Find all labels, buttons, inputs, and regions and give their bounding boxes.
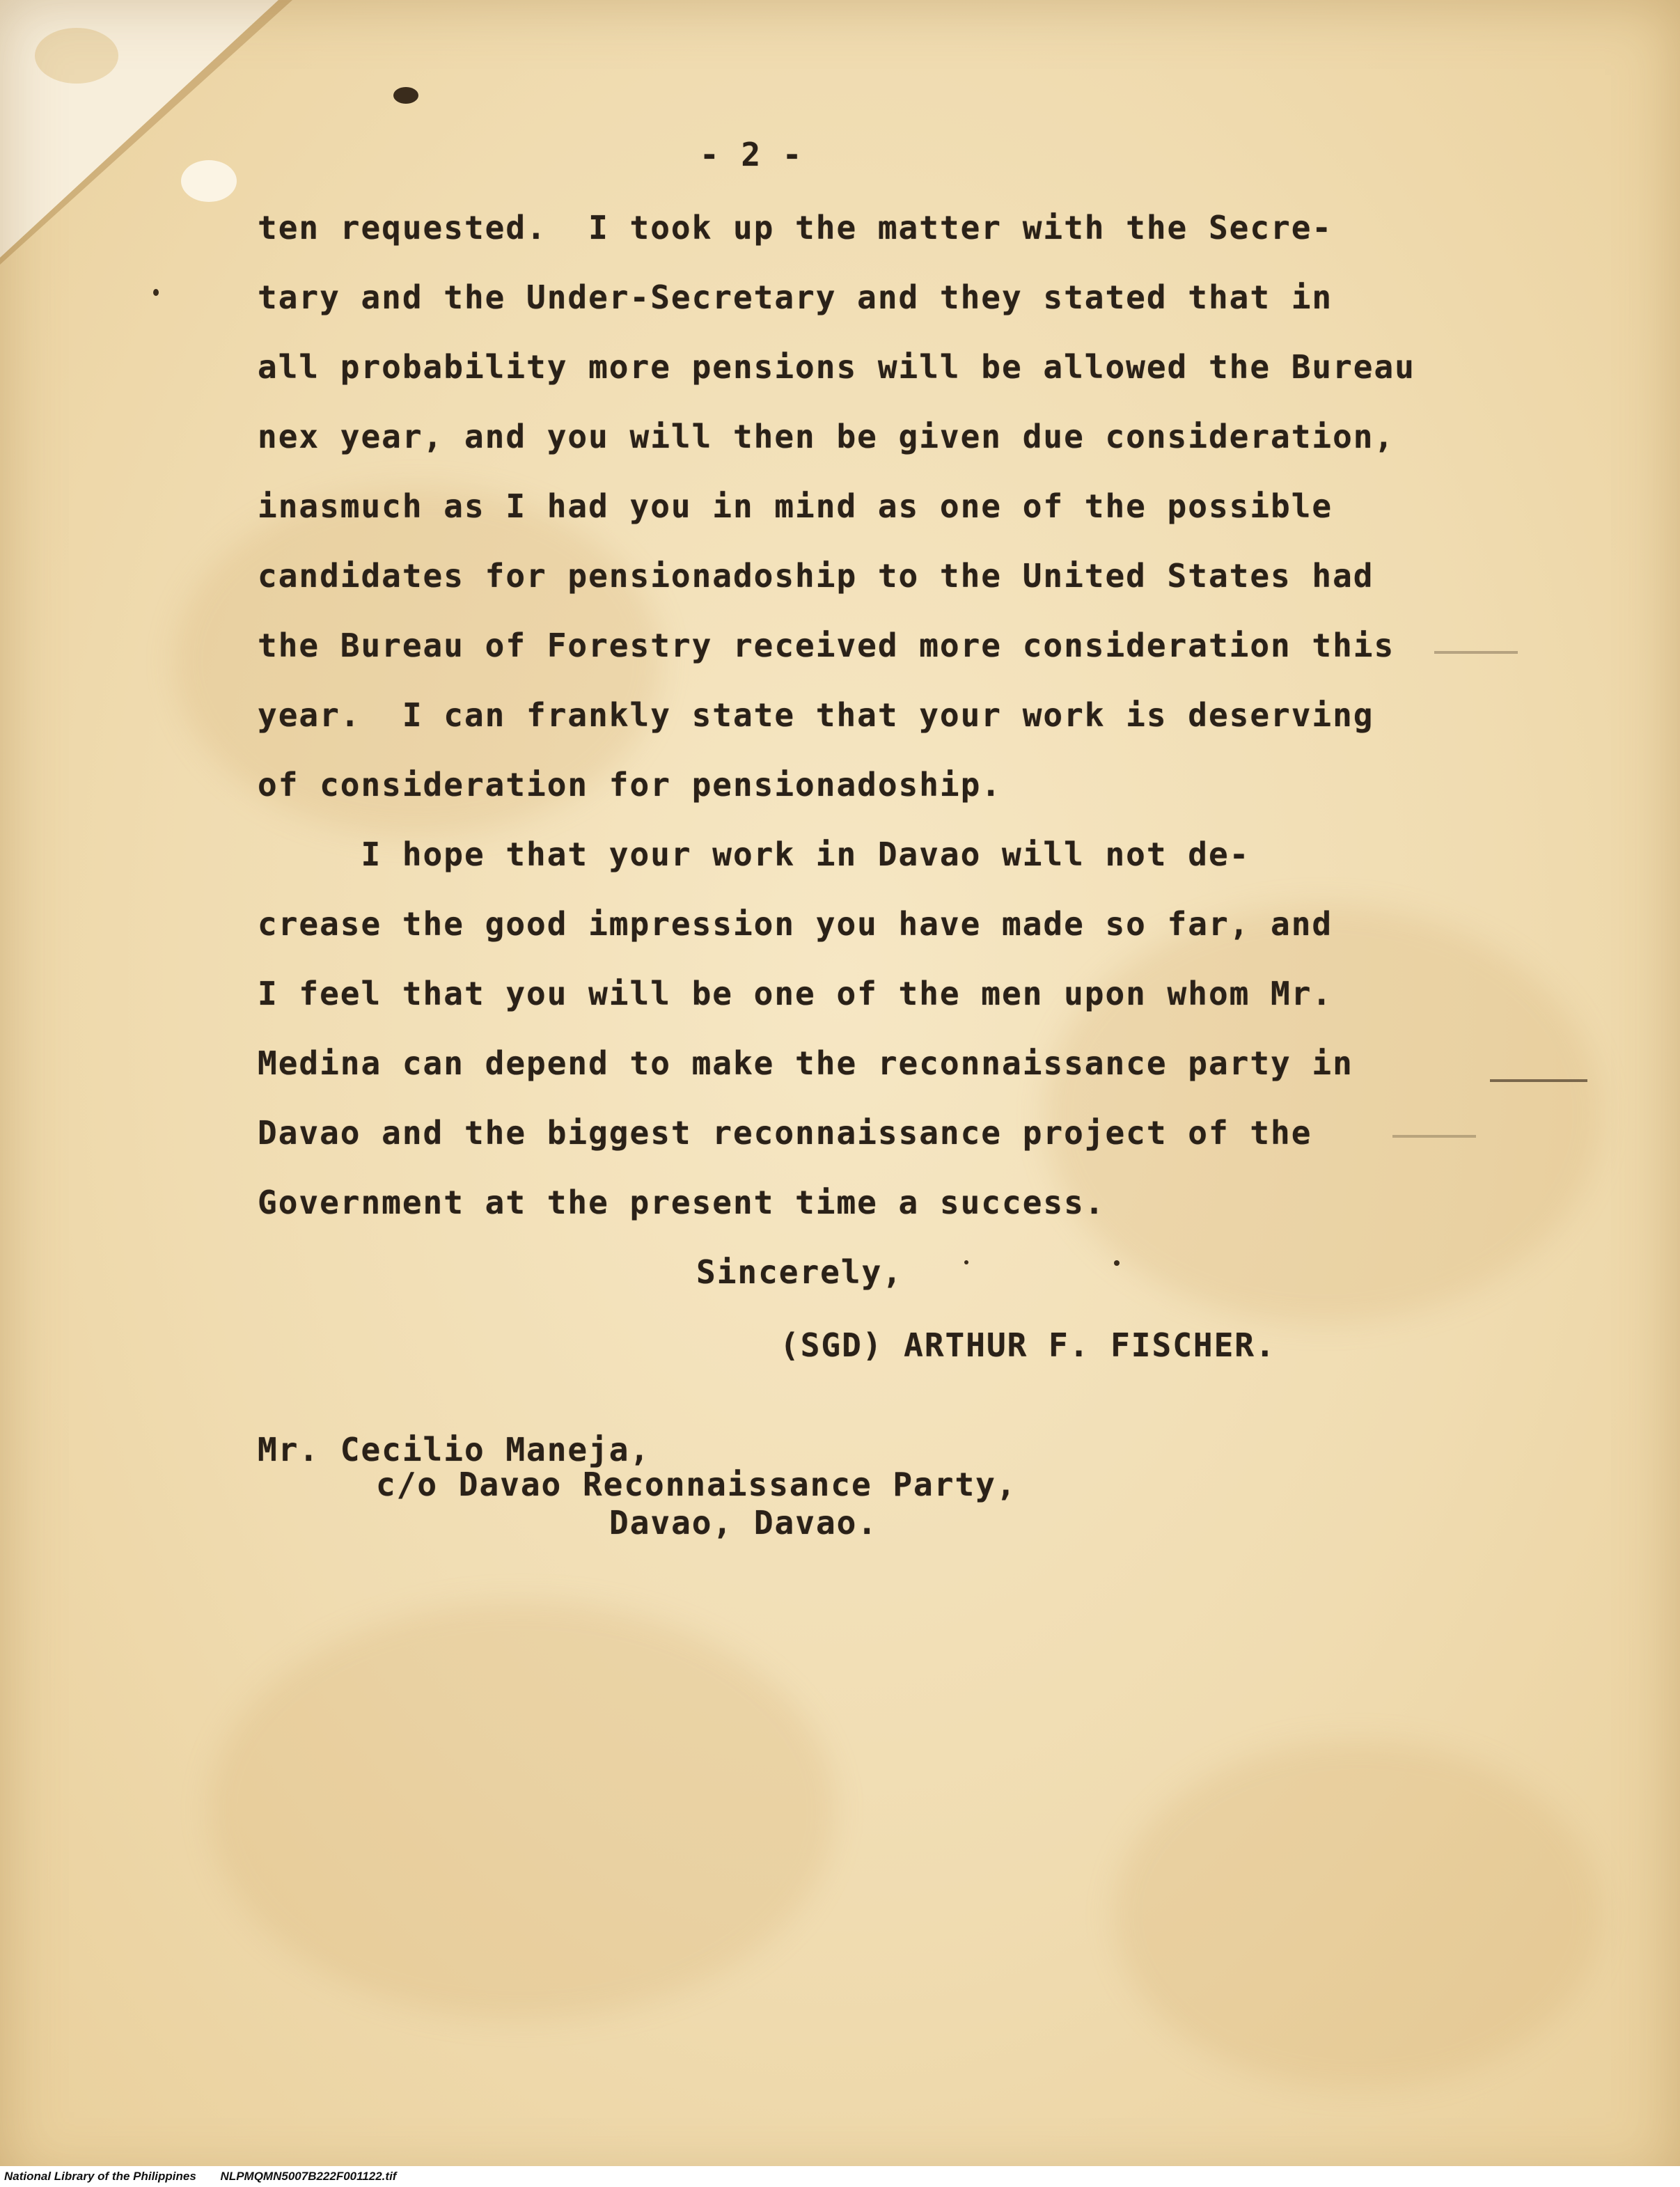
closing: Sincerely, bbox=[696, 1253, 903, 1291]
body-line: of consideration for pensionadoship. bbox=[258, 766, 1002, 804]
body-line: tary and the Under-Secretary and they stated that in bbox=[258, 279, 1333, 316]
body-line: year. I can frankly state that your work is deserving bbox=[258, 696, 1374, 734]
ink-speck bbox=[153, 289, 159, 296]
recipient-address-line: c/o Davao Reconnaissance Party, bbox=[376, 1466, 1017, 1503]
page-number: - 2 - bbox=[700, 136, 803, 173]
body-line: Davao and the biggest reconnaissance project of the bbox=[258, 1114, 1312, 1152]
body-line: the Bureau of Forestry received more consideration this bbox=[258, 627, 1395, 664]
body-line: Government at the present time a success. bbox=[258, 1184, 1106, 1221]
body-line: I hope that your work in Davao will not de- bbox=[258, 836, 1250, 873]
paper-stain bbox=[209, 1601, 835, 2019]
margin-mark bbox=[1434, 651, 1518, 654]
recipient-name: Mr. Cecilio Maneja, bbox=[258, 1431, 651, 1468]
body-line: Medina can depend to make the reconnaissance party in bbox=[258, 1044, 1353, 1082]
body-line: inasmuch as I had you in mind as one of the possible bbox=[258, 487, 1333, 525]
library-credit: National Library of the Philippines bbox=[4, 2170, 196, 2183]
ink-speck bbox=[1114, 1260, 1120, 1266]
margin-mark bbox=[1392, 1135, 1476, 1138]
margin-mark bbox=[1490, 1079, 1587, 1082]
body-line: nex year, and you will then be given due consideration, bbox=[258, 418, 1395, 455]
archive-footer bbox=[0, 2166, 1680, 2187]
body-line: candidates for pensionadoship to the United States had bbox=[258, 557, 1374, 595]
recipient-address-line: Davao, Davao. bbox=[609, 1504, 879, 1542]
body-line: crease the good impression you have made so far, and bbox=[258, 905, 1333, 943]
file-name: NLPMQMN5007B222F001122.tif bbox=[220, 2170, 397, 2183]
body-line: all probability more pensions will be allowed the Bureau bbox=[258, 348, 1415, 386]
ink-blot bbox=[393, 87, 418, 104]
signature: (SGD) ARTHUR F. FISCHER. bbox=[780, 1326, 1276, 1364]
body-line: I feel that you will be one of the men upon whom Mr. bbox=[258, 975, 1333, 1012]
body-line: ten requested. I took up the matter with the Secre- bbox=[258, 209, 1333, 246]
ink-speck bbox=[964, 1260, 968, 1264]
paper-stain bbox=[1114, 1741, 1601, 2089]
